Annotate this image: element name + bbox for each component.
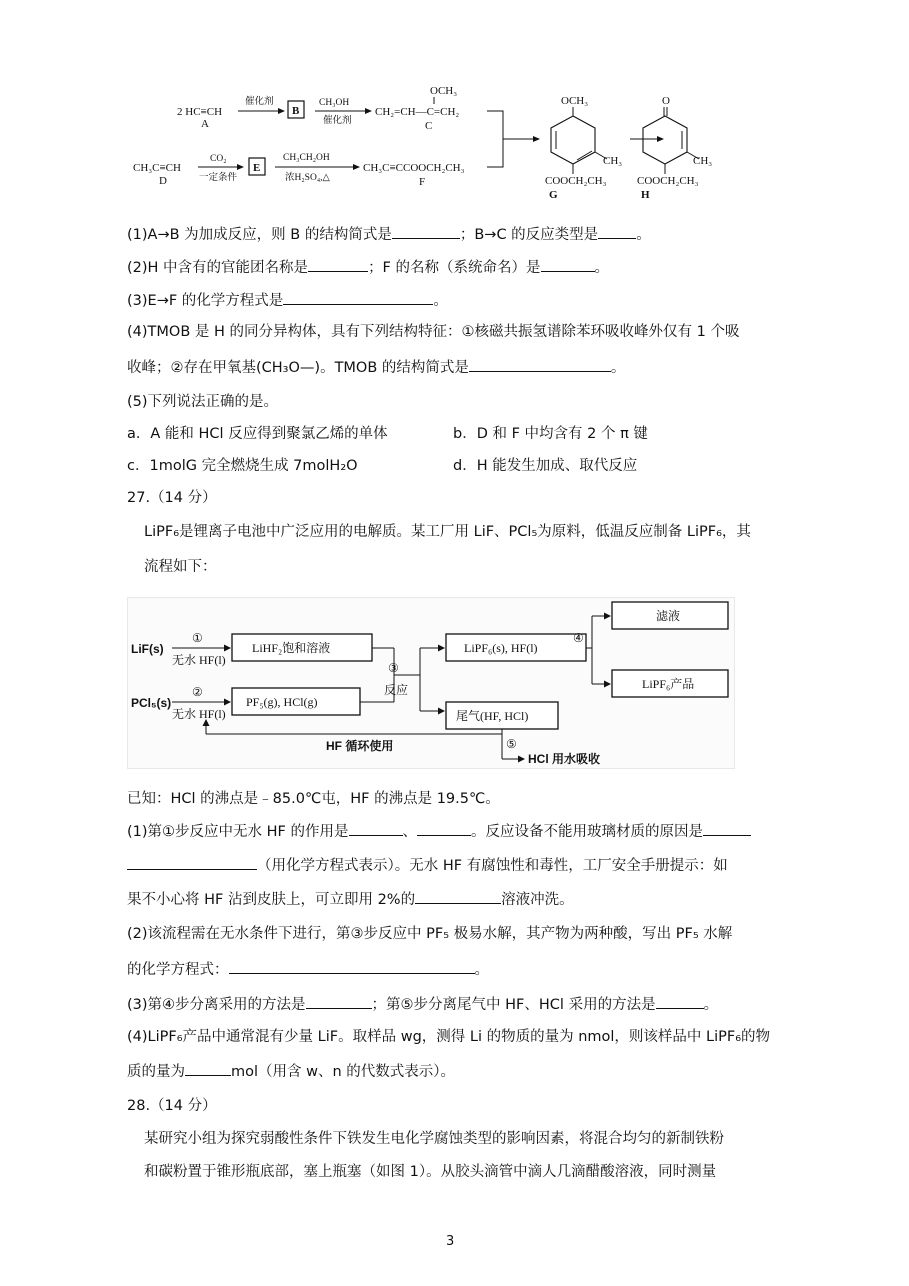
q27-part2-line2 — [127, 959, 489, 980]
compound-h-methyl: CH₃ — [693, 155, 713, 167]
q26-option-c: c．1molG 完全燃烧生成 7molH₂O — [127, 458, 358, 474]
reaction-scheme — [125, 82, 745, 212]
q26-p4-text-c: 。 — [610, 360, 626, 376]
q26-option-b: b．D 和 F 中均含有 2 个 π 键 — [453, 426, 648, 442]
merge-bracket — [487, 111, 503, 167]
compound-g-label: G — [549, 189, 558, 201]
q26-part3 — [127, 290, 448, 311]
q27-p1-text-e: 果不小心将 HF 沾到皮肤上，可立即用 2%的 — [127, 892, 416, 908]
q27-part1-line2 — [127, 855, 728, 876]
q27-p1-text-d: （用化学方程式表示）。无水 HF 有腐蚀性和毒性，工厂安全手册提示：如 — [257, 858, 728, 874]
ring-double-bond — [577, 151, 592, 160]
input-lif: LiF(s) — [131, 642, 164, 656]
q27-known: 已知：HCl 的沸点是﹣85.0℃屯，HF 的沸点是 19.5℃。 — [127, 791, 500, 807]
q26-p3-text-a: (3)E→F 的化学方程式是 — [127, 293, 284, 309]
q28-heading: 28.（14 分） — [127, 1098, 217, 1114]
q26-p2-text-b: ；F 的名称（系统命名）是 — [368, 260, 541, 276]
arrowhead — [353, 164, 360, 170]
q26-p2-text-a: (2)H 中含有的官能团名称是 — [127, 260, 309, 276]
absorb-label: HCl 用水吸收 — [528, 752, 601, 766]
compound-f-formula: CH₃C≡CCOOCH₂CH₃ — [363, 162, 465, 174]
step2-marker: ② — [192, 685, 203, 699]
compound-c-och3: OCH₃ — [430, 85, 458, 97]
q27-p1-text-b: 、 — [402, 824, 417, 840]
arrowhead — [365, 108, 372, 114]
q26-option-a: a．A 能和 HCl 反应得到聚氯乙烯的单体 — [127, 426, 388, 442]
q27-part1-line1 — [127, 821, 751, 842]
compound-h-ring — [643, 116, 687, 164]
compound-b-label: B — [292, 105, 300, 117]
q27-p4-text-b: 质的量为 — [127, 1064, 185, 1080]
compound-h-ester: COOCH₂CH₃ — [637, 175, 699, 187]
box-lipf6-hf-label: LiPF₆(s), HF(l) — [464, 641, 538, 655]
q26-p1-text-a: (1)A→B 为加成反应，则 B 的结构简式是 — [127, 227, 392, 243]
q26-part4-line2 — [127, 357, 625, 378]
reagent-d-e-bottom: 一定条件 — [199, 173, 238, 183]
answer-blank[interactable] — [349, 821, 403, 836]
recycle-label: HF 循环使用 — [326, 739, 394, 753]
arrowhead — [657, 136, 664, 142]
answer-blank[interactable] — [185, 1061, 231, 1076]
answer-blank[interactable] — [283, 290, 433, 305]
q27-part4-line2 — [127, 1061, 455, 1082]
box-pf5-label: PF₅(g), HCl(g) — [246, 695, 318, 709]
answer-blank[interactable] — [229, 959, 475, 974]
q27-intro-line2: 流程如下： — [144, 559, 217, 575]
q26-option-d: d．H 能发生加成、取代反应 — [453, 458, 638, 474]
compound-g-och3: OCH₃ — [561, 95, 589, 107]
q26-part1 — [127, 224, 651, 245]
q27-p2-text-c: 。 — [474, 962, 489, 978]
q26-p1-text-b: ；B→C 的反应类型是 — [459, 227, 599, 243]
process-flow-svg — [128, 598, 734, 768]
reagent-b-c-bottom: 催化剂 — [323, 116, 352, 126]
answer-blank[interactable] — [598, 224, 636, 239]
step3-marker: ③ — [388, 661, 399, 675]
q26-part5 — [127, 392, 278, 412]
answer-blank[interactable] — [308, 257, 368, 272]
q27-p3-text-a: (3)第④步分离采用的方法是 — [127, 997, 306, 1013]
q26-part4-line1 — [127, 322, 739, 342]
reagent-b-c-top: CH₃OH — [319, 98, 350, 108]
box-product-label: LiPF₆产品 — [642, 677, 695, 691]
input-pcl5: PCl₅(s) — [131, 696, 172, 710]
q27-part3 — [127, 994, 718, 1015]
answer-blank[interactable] — [306, 994, 372, 1009]
step4-marker: ④ — [573, 631, 584, 645]
q27-p1-text-c: 。反应设备不能用玻璃材质的原因是 — [471, 824, 703, 840]
compound-a-label: A — [201, 118, 209, 130]
q26-part2 — [127, 257, 609, 278]
arrowhead — [237, 164, 244, 170]
compound-d-label: D — [159, 175, 167, 187]
compound-g-methyl: CH₃ — [603, 155, 623, 167]
reaction-label: 反应 — [384, 683, 409, 697]
hf-label-2: 无水 HF(l) — [172, 707, 226, 721]
q27-heading: 27.（14 分） — [127, 490, 217, 506]
compound-h-label: H — [641, 189, 650, 201]
compound-c-formula: CH₂=CH—C=CH₂ — [375, 106, 460, 118]
q27-p4-text-c: mol（用含 w、n 的代数式表示）。 — [231, 1064, 456, 1080]
q26-p2-text-c: 。 — [594, 260, 610, 276]
step1-marker: ① — [192, 631, 203, 645]
answer-blank[interactable] — [541, 257, 595, 272]
process-flow-diagram — [127, 597, 735, 769]
answer-blank[interactable] — [392, 224, 460, 239]
q26-p1-text-c: 。 — [636, 227, 651, 243]
step5-marker: ⑤ — [506, 737, 517, 751]
q27-p1-text-f: 溶液冲洗。 — [501, 892, 574, 908]
q28-intro-line2: 和碳粉置于锥形瓶底部，塞上瓶塞（如图 1）。从胶头滴管中滴人几滴醋酸溶液，同时测量 — [144, 1164, 717, 1180]
q27-part2-line1: (2)该流程需在无水条件下进行，第③步反应中 PF₅ 极易水解，其产物为两种酸，写出 PF₅ 水解 — [127, 926, 733, 942]
reaction-scheme-svg — [125, 82, 745, 212]
compound-g-ester: COOCH₂CH₃ — [545, 175, 607, 187]
compound-g-ring — [551, 116, 595, 164]
arrowhead — [278, 108, 285, 114]
reagent-d-e-top: CO₂ — [210, 154, 227, 164]
box-filtrate-label: 滤液 — [656, 609, 681, 623]
page-number: 3 — [446, 1234, 455, 1249]
q26-p5-text: (5)下列说法正确的是。 — [127, 394, 279, 410]
q26-p4-text-b: 收峰；②存在甲氧基(CH₃O—)。TMOB 的结构简式是 — [127, 360, 469, 376]
arrowhead — [533, 136, 540, 142]
reagent-e-f-bottom: 浓H₂SO₄,△ — [285, 173, 330, 183]
hf-label-1: 无水 HF(l) — [172, 653, 226, 667]
compound-c-label: C — [425, 120, 433, 132]
q27-intro-line1: LiPF₆是锂离子电池中广泛应用的电解质。某工厂用 LiF、PCl₅为原料，低温反应制备 LiPF₆，其 — [144, 524, 751, 540]
compound-a-formula: 2 HC≡CH — [177, 106, 223, 118]
q27-part1-line3 — [127, 889, 574, 910]
compound-d-formula: CH₃C≡CH — [133, 162, 181, 174]
compound-h-oxygen: O — [662, 95, 670, 107]
reagent-a-b: 催化剂 — [245, 97, 274, 107]
answer-blank[interactable] — [656, 994, 704, 1009]
answer-blank[interactable] — [469, 357, 611, 372]
q28-intro-line1: 某研究小组为探究弱酸性条件下铁发生电化学腐蚀类型的影响因素，将混合均匀的新制铁粉 — [144, 1131, 724, 1147]
answer-blank[interactable] — [415, 889, 501, 904]
q26-p3-text-b: 。 — [433, 293, 448, 309]
box-lihf2-label: LiHF₂饱和溶液 — [252, 641, 331, 655]
answer-blank[interactable] — [703, 821, 751, 836]
q27-p3-text-c: 。 — [703, 997, 719, 1013]
q27-p2-text-b: 的化学方程式： — [127, 962, 229, 978]
answer-blank[interactable] — [417, 821, 471, 836]
compound-f-label: F — [419, 176, 426, 188]
reagent-e-f-top: CH₃CH₂OH — [283, 153, 330, 163]
answer-blank[interactable] — [127, 855, 257, 870]
q27-p3-text-b: ；第⑤步分离尾气中 HF、HCl 采用的方法是 — [371, 997, 656, 1013]
q26-p4-text-a: (4)TMOB 是 H 的同分异构体，具有下列结构特征：①核磁共振氢谱除苯环吸收峰外仅有 1 个吸 — [127, 324, 740, 340]
compound-e-label: E — [253, 162, 261, 174]
box-tailgas-label: 尾气(HF, HCl) — [456, 709, 529, 723]
q27-part4-line1: (4)LiPF₆产品中通常混有少量 LiF。取样品 wg，测得 Li 的物质的量为 nmol，则该样品中 LiPF₆的物 — [127, 1029, 771, 1045]
q27-p1-text-a: (1)第①步反应中无水 HF 的作用是 — [127, 824, 349, 840]
